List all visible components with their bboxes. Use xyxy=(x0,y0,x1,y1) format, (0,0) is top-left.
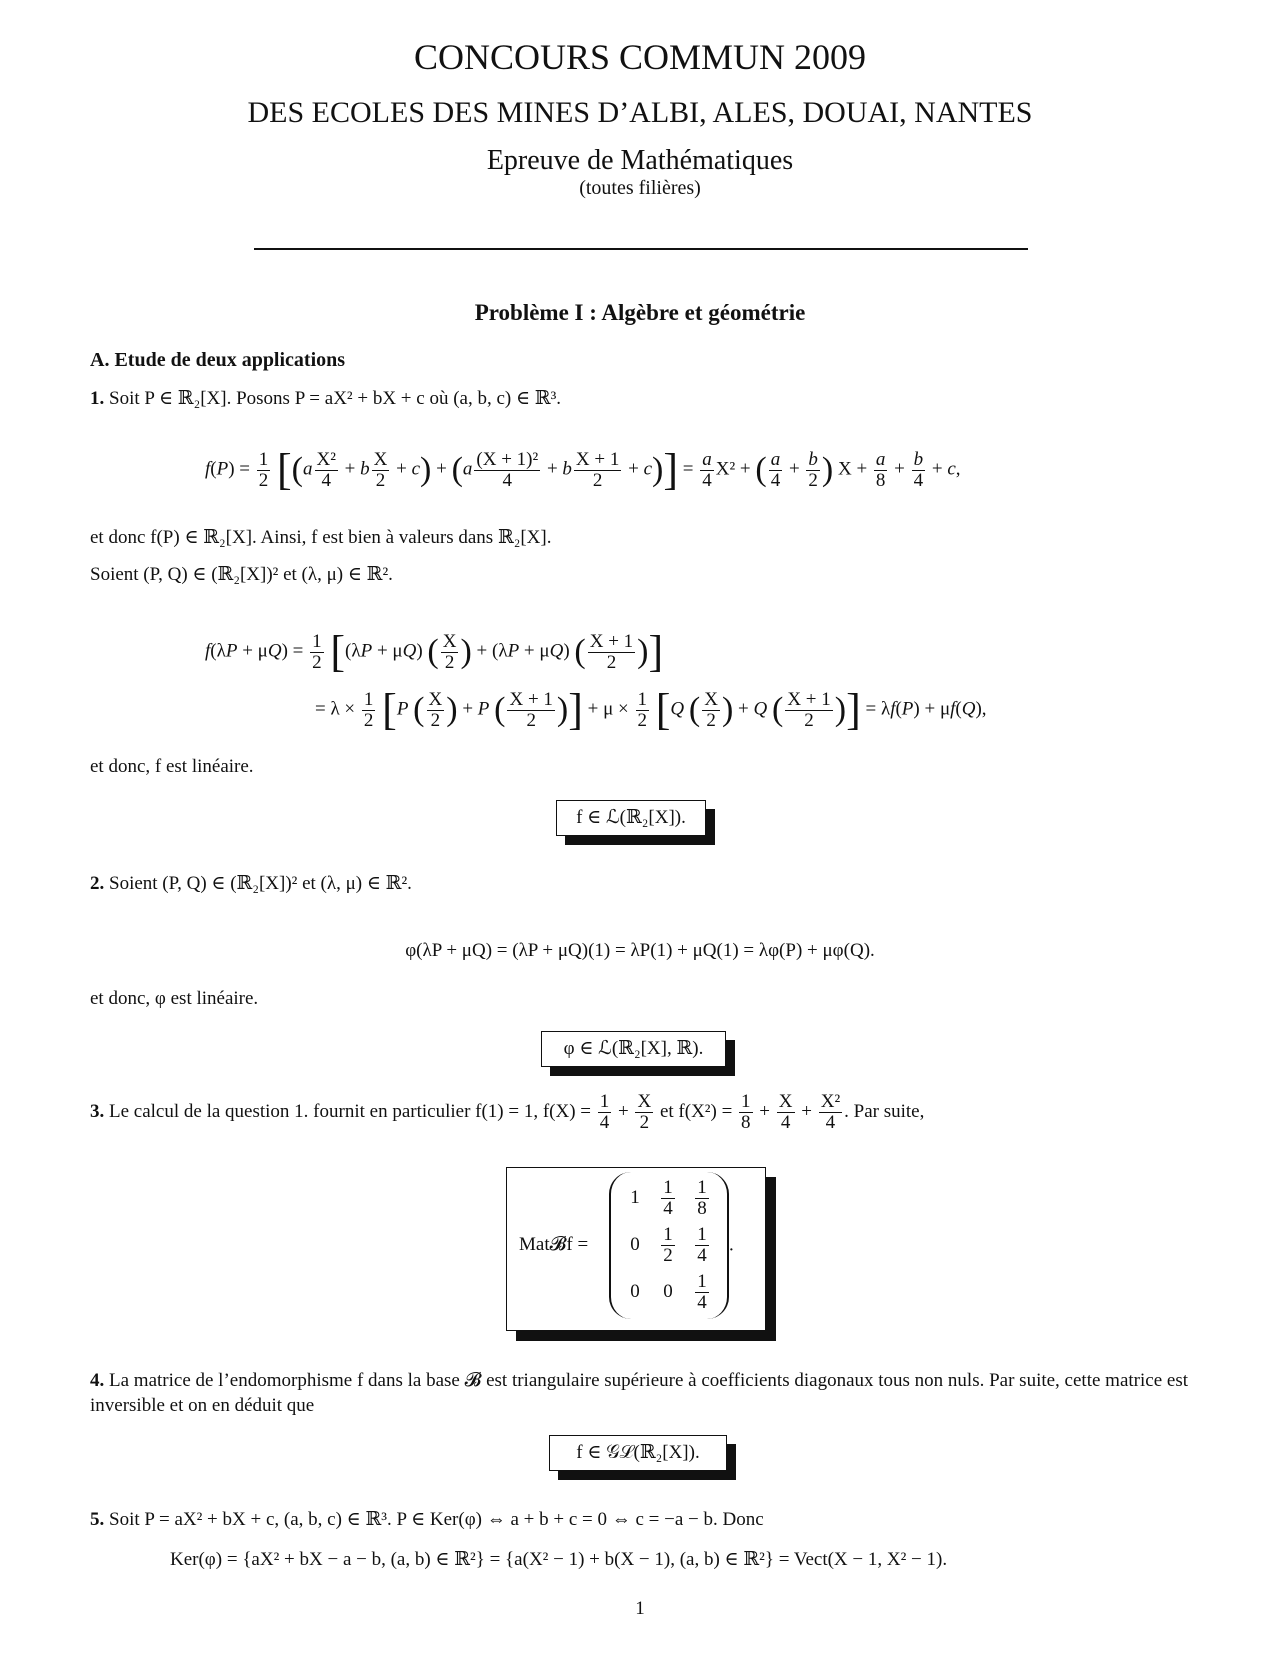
exam-title: Epreuve de Mathématiques xyxy=(486,145,794,176)
q1-linearity-line2: = λ × $\frac{1}{2}$ [P ( $\frac{X}{2}$ ) + P ( $\frac{X + 1}{2}$ )] + μ × $\frac{1}{2}$ [Q ( $\frac{X}{2}$ ) + Q ( $\frac{X + 1}{2}$ )] = λf(P) + μf(Q), xyxy=(315,685,987,734)
q1-intro-text: Soit P ∈ ℝ₂[X]. Posons P = aX² + bX + c où (a, b, c) ∈ ℝ³. xyxy=(109,388,562,409)
q3-matrix-box xyxy=(506,1167,766,1331)
q5-text xyxy=(90,1508,764,1531)
page-title: CONCOURS COMMUN 2009 xyxy=(413,37,867,77)
q4-boxed-result: f ∈ 𝒢ℒ(ℝ₂[X]). xyxy=(549,1435,727,1471)
q2-boxed-result: φ ∈ ℒ(ℝ₂[X], ℝ). xyxy=(541,1031,726,1067)
q3-matrix-label: Mat𝓑f = xyxy=(519,1234,589,1255)
exam-track: (toutes filières) xyxy=(579,177,701,199)
section-a-title: A. Etude de deux applications xyxy=(90,349,346,371)
q2-intro xyxy=(90,872,412,895)
q3-text: 3. Le calcul de la question 1. fournit en particulier f(1) = 1, f(X) = $\frac{1}{4}$ + $\frac{X}{2}$ et f(X²) = $\frac{1}{8}$ + $\frac{X}{4}$ + $\frac{\text{X²}}{4}$ . Par suite, xyxy=(90,1091,925,1133)
q4-paragraph: La matrice de l’endomorphisme f dans la base 𝓑 est triangulaire supérieure à coefficients diagonaux tous non nuls. Par suite, cette matrice est inversible et on en déduit que xyxy=(90,1370,1188,1416)
q1-number: 1. xyxy=(90,388,105,409)
q3-text-c: . Par suite, xyxy=(844,1100,925,1122)
q1-boxed-result: f ∈ ℒ(ℝ₂[X]). xyxy=(556,800,706,836)
q1-conclusion: et donc f(P) ∈ ℝ₂[X]. Ainsi, f est bien à valeurs dans ℝ₂[X]. xyxy=(90,527,552,548)
q1-linearity-line1: f(λP + μQ) = $\frac{1}{2}$ [(λP + μQ) ( $\frac{X}{2}$ ) + (λP + μQ) ( $\frac{X + 1}{2}$ )] xyxy=(205,627,664,676)
q4-number: 4. xyxy=(90,1370,105,1391)
q5-equation: Ker(φ) = {aX² + bX − a − b, (a, b) ∈ ℝ²} = {a(X² − 1) + b(X − 1), (a, b) ∈ ℝ²} = Vect(X − 1, X² − 1). xyxy=(170,1549,948,1570)
q2-soient: Soient (P, Q) ∈ (ℝ₂[X])² et (λ, μ) ∈ ℝ². xyxy=(109,873,412,894)
header-rule xyxy=(254,248,1028,250)
q5-paragraph: Soit P = aX² + bX + c, (a, b, c) ∈ ℝ³. P ∈ Ker(φ) ⇔ a + b + c = 0 ⇔ c = −a − b. Donc xyxy=(109,1509,764,1530)
page-number: 1 xyxy=(635,1598,645,1619)
q2-number: 2. xyxy=(90,873,105,894)
page-subtitle: DES ECOLES DES MINES D’ALBI, ALES, DOUAI, NANTES xyxy=(247,96,1033,129)
q2-linear-text: et donc, φ est linéaire. xyxy=(90,988,259,1009)
q3-text-a: Le calcul de la question 1. fournit en particulier f(1) = 1, f(X) = xyxy=(109,1100,592,1122)
q1-linear-text: et donc, f est linéaire. xyxy=(90,756,254,777)
q4-text xyxy=(90,1368,1190,1418)
problem-title: Problème I : Algèbre et géométrie xyxy=(474,300,806,325)
q1-intro xyxy=(90,387,561,410)
q5-number: 5. xyxy=(90,1509,105,1530)
q3-matrix: 1 $\frac{1}{4}$ $\frac{1}{8}$ 0 $\frac{1}{2}$ $\frac{1}{4}$ 0 0 $\frac{1}{4}$ . xyxy=(609,1172,734,1319)
q1-equation-fP: f(P) = $\frac{1}{2}$ [(a $\frac{\text{X²}}{4}$ + b $\frac{X}{2}$ + c) + (a $\frac{\text{(X + 1)²}}{4}$ + b $\frac{X + 1}{2}$ + c)] = $\frac{a}{4}$ X² + ( $\frac{a}{4}$ + $\frac{b}{2}$ ) X + $\frac{a}{8}$ + $\frac{b}{4}$ + c, xyxy=(205,445,961,494)
q3-number: 3. xyxy=(90,1100,105,1122)
q2-equation: φ(λP + μQ) = (λP + μQ)(1) = λP(1) + μQ(1) = λφ(P) + μφ(Q). xyxy=(405,940,875,961)
q1-soient: Soient (P, Q) ∈ (ℝ₂[X])² et (λ, μ) ∈ ℝ². xyxy=(90,564,393,585)
q3-text-b: et f(X²) = xyxy=(659,1100,733,1122)
